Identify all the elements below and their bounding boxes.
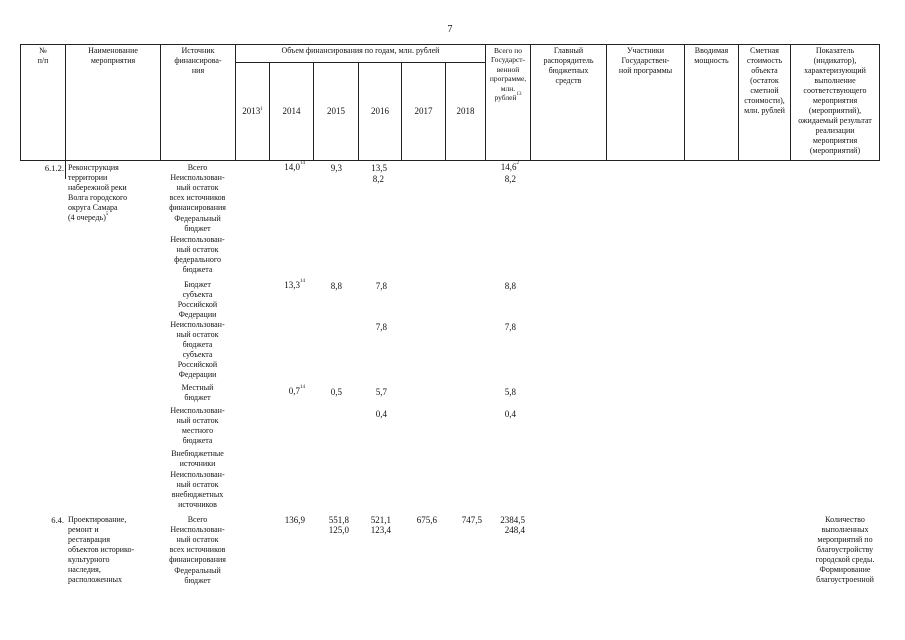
value-2016: 7,8 bbox=[375, 281, 387, 291]
source-label: Неиспользован- ный остаток местного бюджета bbox=[170, 406, 225, 445]
value-total: 5,8 bbox=[504, 387, 516, 397]
source-label: Местный бюджет bbox=[181, 383, 214, 402]
header-year-2018 bbox=[445, 62, 485, 161]
row-name-footnote: 5 bbox=[105, 212, 109, 217]
header-year-2016 bbox=[358, 62, 401, 161]
source-label: Бюджет субъекта Российской Федерации bbox=[177, 280, 218, 319]
value-total: 0,4 bbox=[504, 409, 516, 419]
header-col-name: Наименование мероприятия bbox=[65, 44, 160, 161]
value-total: 8,8 bbox=[504, 281, 516, 291]
value-2014 bbox=[269, 280, 305, 291]
year-label: 2018 bbox=[456, 105, 475, 116]
value-2014 bbox=[269, 386, 305, 397]
value-total: 8,2 bbox=[504, 174, 516, 184]
header-col-total-text: Всего по Государст- венной программе, млн. рублей bbox=[489, 46, 527, 102]
year-label: 2017 bbox=[414, 105, 433, 116]
page-number: 7 bbox=[447, 24, 453, 35]
source-label: Неиспользован- ный остаток всех источников финансирования bbox=[169, 173, 226, 212]
value-2015: 551,8 bbox=[328, 515, 349, 525]
value-footnote: 14 bbox=[300, 385, 305, 390]
source-label: Неиспользован- ный остаток федерального бюджета bbox=[170, 235, 225, 274]
year-label: 2013 bbox=[242, 105, 261, 116]
source-label: Федеральный бюджет bbox=[174, 214, 221, 233]
source-label: Всего bbox=[187, 515, 208, 524]
header-col-estimate: Сметная стоимость объекта (остаток сметной стоимости), млн. рублей bbox=[738, 44, 790, 161]
row-number: 6.1.2. bbox=[44, 163, 64, 173]
value-2015: 8,8 bbox=[330, 281, 342, 291]
value-total: 248,4 bbox=[504, 525, 525, 535]
value-2018: 747,5 bbox=[461, 515, 482, 525]
value-2016: 5,7 bbox=[375, 387, 387, 397]
source-label: Неиспользован- ный остаток бюджета субъекта Российской Федерации bbox=[170, 320, 225, 379]
value-total: 2384,5 bbox=[500, 515, 525, 525]
value-2016: 521,1 bbox=[370, 515, 391, 525]
value-2015: 125,0 bbox=[328, 525, 349, 535]
value-2014 bbox=[269, 162, 305, 173]
header-col-manager: Главный распорядитель бюджетных средств bbox=[530, 44, 606, 161]
header-year-2015 bbox=[313, 62, 358, 161]
value-text: 13,3 bbox=[284, 280, 300, 290]
year-footnote: 1 bbox=[260, 107, 263, 113]
value-2017: 675,6 bbox=[416, 515, 437, 525]
source-label: Неиспользован- ный остаток внебюджетных источников bbox=[170, 470, 225, 509]
year-label: 2015 bbox=[327, 105, 345, 116]
header-year-2013 bbox=[235, 62, 269, 161]
row-indicator: Количество выполненных мероприятий по благоустройству городской среды. Формирование благоустроенной bbox=[815, 515, 875, 584]
header-year-2014 bbox=[269, 62, 313, 161]
row-name: Проектирование, ремонт и реставрация объектов историко- культурного наследия, расположенных bbox=[68, 515, 135, 584]
header-col-number: № п/п bbox=[20, 44, 65, 161]
header-col-volume: Объем финансирования по годам, млн. рублей bbox=[235, 44, 485, 62]
value-2015: 9,3 bbox=[330, 163, 342, 173]
source-label: Неиспользован- ный остаток всех источников финансирования bbox=[169, 525, 226, 564]
value-total bbox=[485, 162, 519, 173]
source-label: Федеральный бюджет bbox=[174, 566, 221, 585]
value-2016: 13,5 bbox=[371, 163, 387, 173]
value-2016: 8,2 bbox=[372, 174, 384, 184]
source-label: Внебюджетные источники bbox=[171, 449, 224, 468]
header-col-indicator: Показатель (индикатор), характеризующий выполнение соответствующего мероприятия (мероприятий), ожидаемый результат реализации мероприятия (мероприятий) bbox=[790, 44, 880, 161]
value-2016: 0,4 bbox=[375, 409, 387, 419]
value-text: 0,7 bbox=[288, 386, 300, 396]
row-number: 6.4. bbox=[51, 515, 64, 525]
value-2016: 7,8 bbox=[375, 322, 387, 332]
value-text: 14,0 bbox=[284, 162, 300, 172]
year-label: 2014 bbox=[282, 105, 301, 116]
header-col-capacity: Вводимая мощность bbox=[684, 44, 738, 161]
source-label: Всего bbox=[187, 163, 208, 172]
value-text: 14,6 bbox=[500, 162, 517, 172]
header-year-2017 bbox=[401, 62, 445, 161]
value-2014: 136,9 bbox=[284, 515, 305, 525]
year-label: 2016 bbox=[371, 105, 389, 116]
value-footnote: 14 bbox=[300, 161, 305, 166]
header-col-participants: Участники Государствен- ной программы bbox=[606, 44, 684, 161]
value-2015: 0,5 bbox=[330, 387, 342, 397]
value-2016: 123,4 bbox=[370, 525, 391, 535]
value-total: 7,8 bbox=[504, 322, 516, 332]
header-col-total bbox=[485, 44, 530, 161]
column-divider bbox=[65, 161, 66, 179]
header-col-source: Источник финансирова- ния bbox=[160, 44, 235, 161]
header-col-total-footnote: 13 bbox=[516, 91, 522, 97]
value-footnote: 14 bbox=[300, 279, 305, 284]
value-footnote: 2 bbox=[516, 161, 519, 166]
row-name-text: Реконструкция территории набережной реки Волга городского округа Самара (4 очередь) bbox=[68, 163, 128, 222]
row-name bbox=[68, 163, 160, 223]
